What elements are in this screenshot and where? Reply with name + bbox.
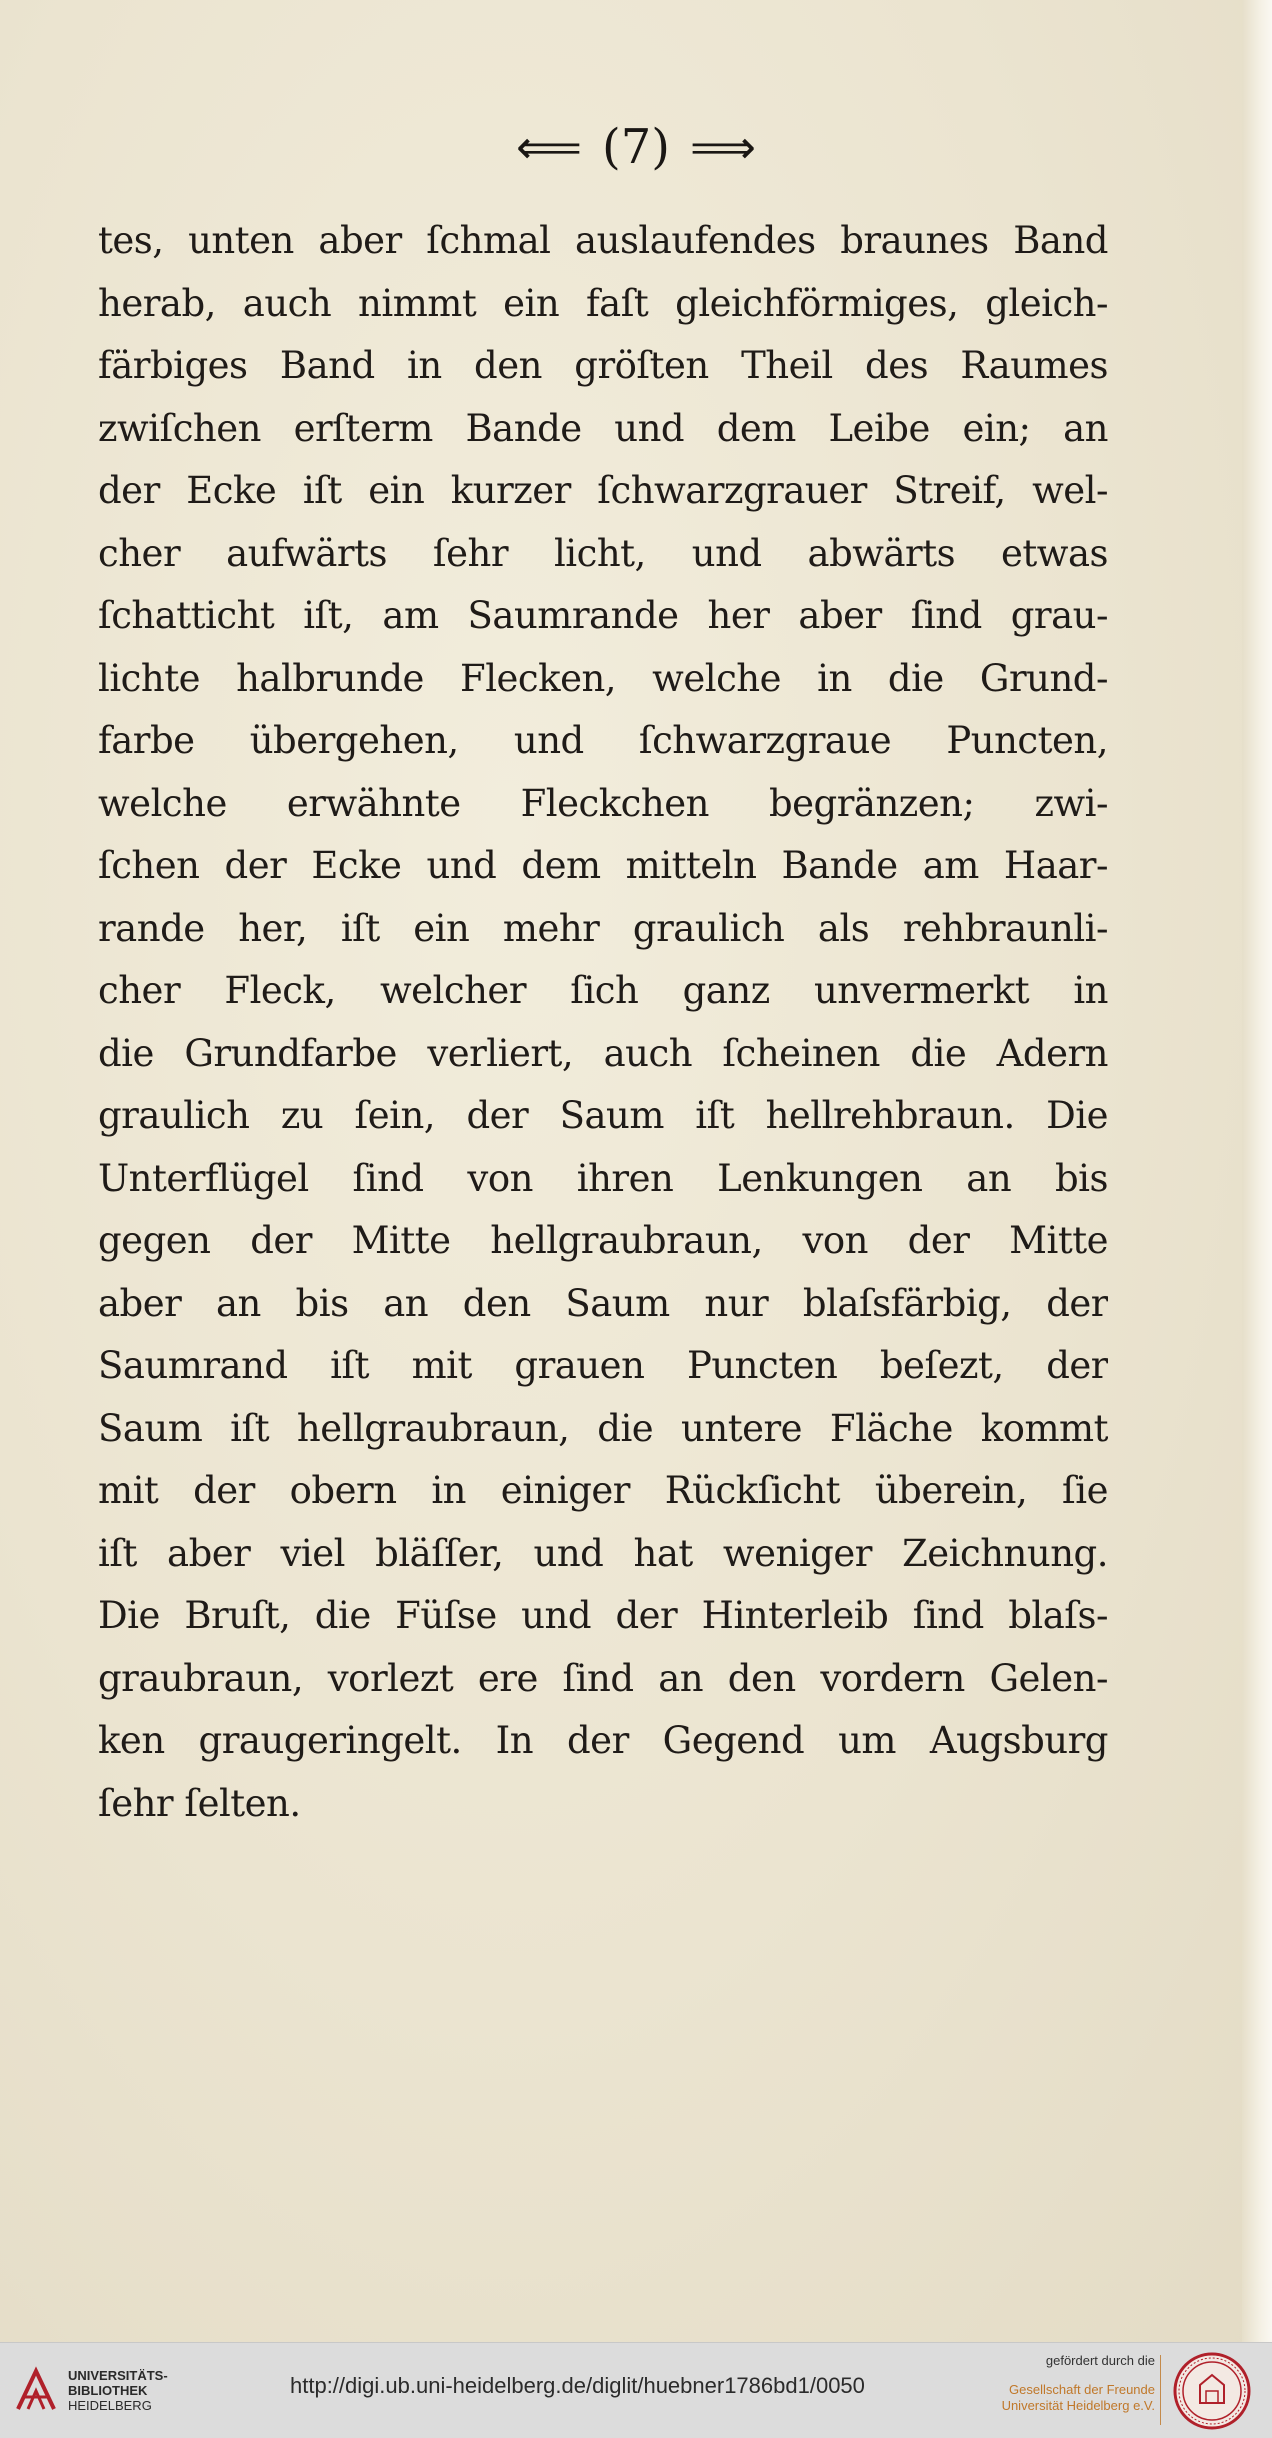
sponsor-divider <box>1160 2355 1161 2425</box>
logo-line: UNIVERSITÄTS- <box>68 2367 168 2383</box>
text-line: zwiſchen erſterm Bande und dem Leibe ein; an <box>98 406 1108 450</box>
library-logo-text <box>68 2368 168 2413</box>
text-line: cher Fleck, welcher ſich ganz unvermerkt in <box>98 969 1108 1012</box>
text-line: ſchen der Ecke und dem mitteln Bande am Haar- <box>98 844 1108 887</box>
text-line: Unterflügel ſind von ihren Lenkungen an bis <box>98 1156 1108 1200</box>
text-line: mit der obern in einiger Rückſicht überein, ſie <box>98 1469 1108 1512</box>
text-line: iſt aber viel bläſſer, und hat weniger Zeichnung. <box>98 1531 1108 1575</box>
text-line: aber an bis an den Saum nur blaſsfärbig, der <box>98 1281 1108 1325</box>
sponsor-label: gefördert durch die <box>1045 2353 1155 2368</box>
logo-line: BIBLIOTHEK <box>68 2382 148 2398</box>
text-line: graulich zu ſein, der Saum iſt hellrehbraun. Die <box>98 1094 1108 1137</box>
text-line: ſchatticht iſt, am Saumrande her aber ſind grau- <box>98 594 1108 637</box>
sponsor-name-line: Gesellschaft der Freunde <box>1009 2382 1155 2397</box>
viewer-footer <box>0 2342 1272 2438</box>
text-line: ſehr ſelten. <box>98 1781 301 1825</box>
text-line: tes, unten aber ſchmal auslaufendes braunes Band <box>98 219 1108 262</box>
text-line: lichte halbrunde Flecken, welche in die Grund- <box>98 656 1108 700</box>
sponsor-block[interactable] <box>985 2353 1155 2414</box>
page-number: (7) <box>602 119 670 175</box>
text-line: graubraun, vorlezt ere ſind an den vordern Gelen- <box>98 1656 1108 1700</box>
library-logo[interactable] <box>14 2365 168 2415</box>
ornament-right-icon: ⟹ <box>690 120 756 174</box>
logo-line: HEIDELBERG <box>68 2397 152 2413</box>
text-line: herab, auch nimmt ein faſt gleichförmiges, gleich- <box>98 281 1108 325</box>
text-line: die Grundfarbe verliert, auch ſcheinen die Adern <box>98 1031 1108 1075</box>
text-line: färbiges Band in den gröſten Theil des Raumes <box>98 344 1108 387</box>
text-line: rande her, iſt ein mehr graulich als rehbraunli- <box>98 906 1108 950</box>
text-line: cher aufwärts ſehr licht, und abwärts etwas <box>98 531 1108 575</box>
page-edge <box>1242 0 1272 2342</box>
permalink-url[interactable]: http://digi.ub.uni-heidelberg.de/diglit/huebner1786bd1/0050 <box>290 2373 865 2398</box>
text-line: Die Bruſt, die Füſse und der Hinterleib ſind blaſs- <box>98 1594 1108 1637</box>
text-line: Saumrand iſt mit grauen Puncten beſezt, der <box>98 1344 1108 1387</box>
text-line: Saum iſt hellgraubraun, die untere Fläche kommt <box>98 1406 1108 1450</box>
text-line: der Ecke iſt ein kurzer ſchwarzgrauer Streif, wel- <box>98 469 1108 512</box>
university-seal-icon[interactable] <box>1172 2351 1252 2431</box>
ornament-left-icon: ⟸ <box>516 120 582 174</box>
page-header <box>0 112 1272 182</box>
text-line: welche erwähnte Fleckchen begränzen; zwi- <box>98 781 1108 825</box>
sponsor-name-line: Universität Heidelberg e.V. <box>1001 2398 1155 2413</box>
text-line: gegen der Mitte hellgraubraun, von der Mitte <box>98 1219 1108 1262</box>
text-line: farbe übergehen, und ſchwarzgraue Puncten, <box>98 719 1108 762</box>
library-logo-icon <box>14 2365 58 2415</box>
text-line: ken graugeringelt. In der Gegend um Augsburg <box>98 1719 1108 1762</box>
body-text <box>98 210 1108 1835</box>
